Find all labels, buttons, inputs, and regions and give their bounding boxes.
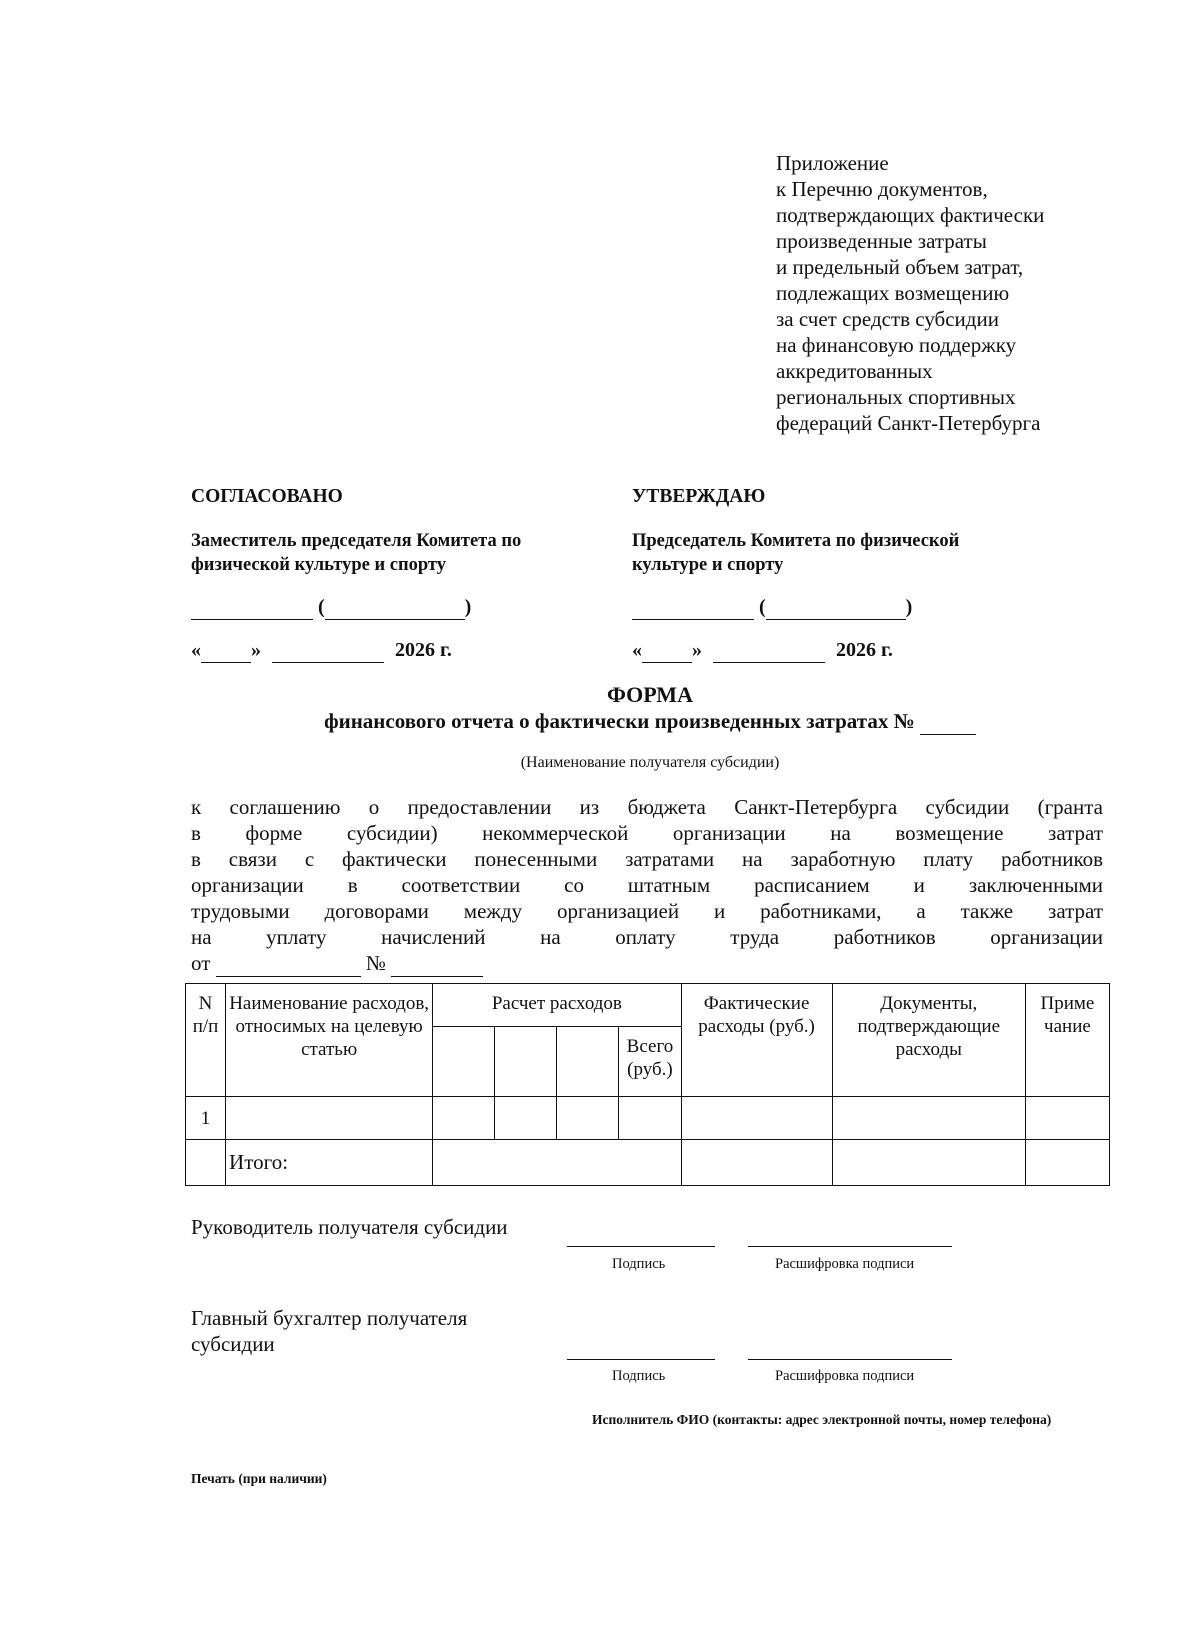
appendix-line: федераций Санкт-Петербурга [776, 411, 1041, 435]
header-total-text: Всего (руб.) [626, 1036, 674, 1080]
header-calc [433, 984, 681, 1027]
agreement-date-blank[interactable] [216, 950, 361, 977]
header-actual [681, 984, 832, 1097]
paragraph-line: в связи с фактически понесенными затратами на заработную плату работников [191, 847, 1103, 871]
stamp-note: Печать (при наличии) [191, 1471, 327, 1486]
row-name-cell[interactable] [226, 1097, 433, 1140]
row-actual-cell[interactable] [681, 1097, 832, 1140]
total-note-cell[interactable] [1025, 1140, 1109, 1186]
report-number-blank[interactable] [920, 709, 976, 735]
total-docs-cell[interactable] [832, 1140, 1025, 1186]
paragraph-line: организации в соответствии со штатным расписанием и заключенными [191, 873, 1103, 897]
appendix-block [776, 150, 1044, 436]
agreement-number-blank[interactable] [391, 950, 483, 977]
expenses-table [185, 983, 1110, 1186]
signature-blank [191, 595, 313, 620]
accountant-decode-hint: Расшифровка подписи [775, 1368, 915, 1384]
appendix-line: произведенные затраты [776, 229, 987, 253]
head-decode-hint: Расшифровка подписи [775, 1256, 915, 1272]
head-signature-line[interactable] [567, 1246, 715, 1247]
agreed-heading: СОГЛАСОВАНО [191, 486, 343, 507]
agreed-position-line: Заместитель председателя Комитета по [191, 531, 522, 551]
agreement-paragraph [191, 794, 1103, 977]
form-title: ФОРМА [607, 682, 693, 707]
appendix-line: подтверждающих фактически [776, 203, 1045, 227]
row-number-cell [186, 1097, 226, 1140]
open-quote: « [632, 639, 642, 661]
month-blank [713, 638, 825, 663]
open-paren: ( [318, 596, 325, 618]
open-paren: ( [759, 596, 766, 618]
appendix-line: региональных спортивных [776, 385, 1016, 409]
accountant-decode-line[interactable] [748, 1359, 952, 1360]
form-subtitle [0, 709, 1200, 735]
header-total [619, 1027, 681, 1097]
day-blank [642, 638, 692, 663]
open-quote: « [191, 639, 201, 661]
approved-position [632, 529, 959, 577]
appendix-line: за счет средств субсидии [776, 307, 999, 331]
executor-note: Исполнитель ФИО (контакты: адрес электронной почты, номер телефона) [592, 1412, 1052, 1427]
name-blank [766, 595, 906, 620]
approved-position-line: культуре и спорту [632, 555, 784, 575]
header-note [1025, 984, 1109, 1097]
row-docs-cell[interactable] [832, 1097, 1025, 1140]
row-calc-cell[interactable] [433, 1097, 495, 1140]
appendix-line: аккредитованных [776, 359, 933, 383]
head-signature-hint: Подпись [612, 1256, 666, 1272]
row-calc-cell[interactable] [557, 1097, 619, 1140]
name-blank [325, 595, 465, 620]
total-label: Итого: [229, 1150, 289, 1174]
accountant-signature-hint: Подпись [612, 1368, 666, 1384]
paragraph-line: на уплату начислений на оплату труда работников организации [191, 925, 1103, 949]
appendix-line: Приложение [776, 151, 889, 175]
approved-position-line: Председатель Комитета по физической [632, 531, 960, 551]
row-calc-cell[interactable] [495, 1097, 557, 1140]
total-number-cell [186, 1140, 226, 1186]
accountant-label-line: субсидии [191, 1332, 275, 1356]
header-name [226, 984, 433, 1097]
year-text: 2026 г. [836, 639, 893, 661]
agreed-signature-field[interactable] [191, 595, 471, 620]
appendix-line: подлежащих возмещению [776, 281, 1010, 305]
accountant-signature-line[interactable] [567, 1359, 715, 1360]
approved-signature-field[interactable] [632, 595, 912, 620]
row-note-cell[interactable] [1025, 1097, 1109, 1140]
agreement-date-line [191, 950, 1103, 977]
day-blank [201, 638, 251, 663]
close-paren: ) [905, 596, 913, 618]
header-note-line: Приме [1040, 993, 1095, 1014]
signature-blank [632, 595, 754, 620]
agreed-position-line: физической культуре и спорту [191, 555, 446, 575]
agreed-date-field[interactable] [191, 638, 452, 663]
from-label: от [191, 951, 211, 975]
approved-date-field[interactable] [632, 638, 893, 663]
header-note-line: чание [1044, 1016, 1091, 1037]
header-docs-text: Документы, подтверждающие расходы [857, 993, 1001, 1060]
total-actual-cell[interactable] [681, 1140, 832, 1186]
close-quote: » [692, 639, 702, 661]
header-calc-text: Расчет расходов [491, 993, 622, 1014]
recipient-hint: (Наименование получателя субсидии) [520, 754, 780, 771]
paragraph-line: трудовыми договорами между организацией и работниками, а также затрат [191, 899, 1103, 923]
accountant-label [191, 1305, 467, 1357]
total-label-cell [226, 1140, 433, 1186]
appendix-line: и предельный объем затрат, [776, 255, 1024, 279]
appendix-line: на финансовую поддержку [776, 333, 1017, 357]
header-docs [832, 984, 1025, 1097]
year-text: 2026 г. [395, 639, 452, 661]
header-actual-text: Фактические расходы (руб.) [698, 993, 815, 1037]
header-n-text: N п/п [192, 993, 219, 1037]
month-blank [272, 638, 384, 663]
form-subtitle-text: финансового отчета о фактически произведенных затратах № [324, 709, 915, 733]
close-paren: ) [464, 596, 472, 618]
row-total-cell[interactable] [619, 1097, 681, 1140]
total-calc-cell[interactable] [433, 1140, 681, 1186]
head-decode-line[interactable] [748, 1246, 952, 1247]
header-n [186, 984, 226, 1097]
header-name-text: Наименование расходов, относимых на целевую статью [229, 993, 430, 1060]
head-label: Руководитель получателя субсидии [191, 1215, 508, 1239]
paragraph-line: к соглашению о предоставлении из бюджета Санкт-Петербурга субсидии (гранта [191, 795, 1103, 819]
number-sign: № [365, 951, 386, 975]
row-number: 1 [200, 1107, 211, 1129]
accountant-label-line: Главный бухгалтер получателя [191, 1306, 468, 1330]
approved-heading: УТВЕРЖДАЮ [632, 486, 766, 507]
appendix-line: к Перечню документов, [776, 177, 988, 201]
calc-subcol [557, 1027, 619, 1097]
close-quote: » [251, 639, 261, 661]
agreed-position [191, 529, 521, 577]
paragraph-line: в форме субсидии) некоммерческой организации на возмещение затрат [191, 821, 1103, 845]
calc-subcol [433, 1027, 495, 1097]
calc-subcol [495, 1027, 557, 1097]
